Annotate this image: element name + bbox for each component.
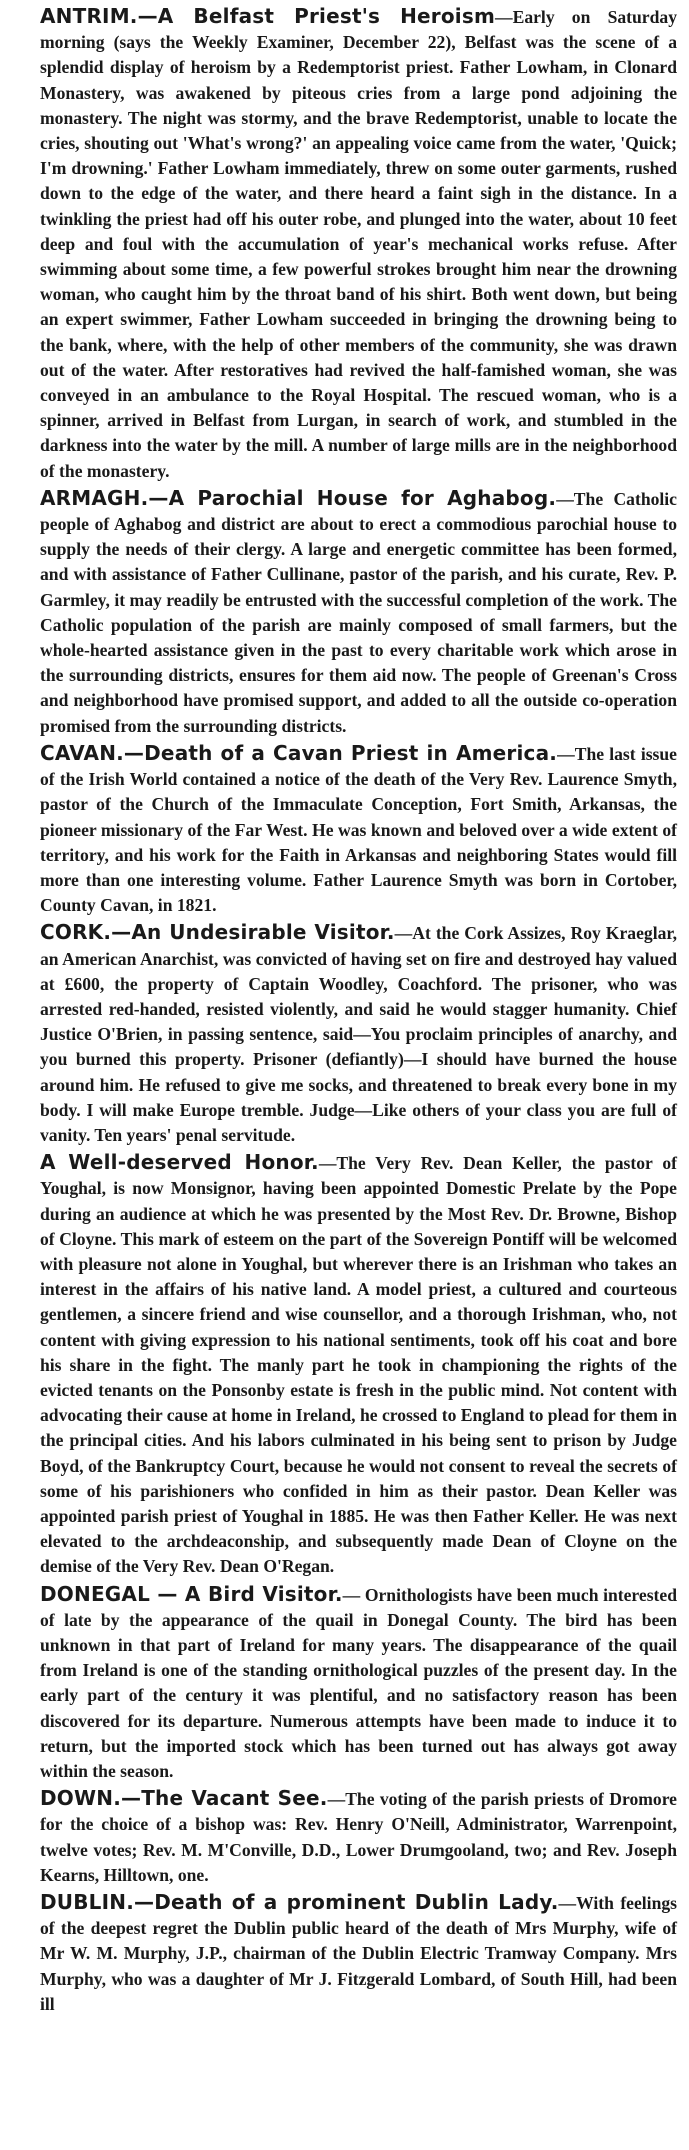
article-down [40, 1786, 677, 1888]
article-dublin [40, 1890, 677, 2017]
article-heading: CAVAN.—Death of a Cavan Priest in America. [40, 740, 558, 765]
article-armagh [40, 486, 677, 739]
article-body: —With feelings of the deepest regret the Dublin public heard of the death of Mrs Murphy, wife of Mr W. M. Murphy, J.P., chairman of the Dublin Electric Tramway Company. Mrs Murphy, who was a daughter of Mr J. Fitzgerald Lombard, of South Hill, had been ill [40, 1893, 677, 2014]
article-heading: A Well-deserved Honor. [40, 1150, 319, 1175]
article-heading: ARMAGH.—A Parochial House for Aghabog. [40, 485, 557, 510]
article-body: —The voting of the parish priests of Dromore for the choice of a bishop was: Rev. Henry O'Neill, Administrator, Warrenpoint, twelve votes; Rev. M. M'Conville, D.D., Lower Drumgooland, two; and Rev. Joseph Kearns, Hilltown, one. [40, 1789, 677, 1885]
article-body: —The Very Rev. Dean Keller, the pastor of Youghal, is now Monsignor, having been appointed Domestic Prelate by the Pope during an audience at which he was presented by the Most Rev. Dr. Browne, Bishop of Cloyne. This mark of esteem on the part of the Sovereign Pontiff will be welcomed with pleasure not alone in Youghal, but wherever there is an Irishman who takes an interest in the affairs of his native land. A model priest, a cultured and courteous gentlemen, a sincere friend and wise counsellor, and a thorough Irishman, who, not content with giving expression to his national sentiments, took off his coat and bore his share in the fight. The manly part he took in championing the rights of the evicted tenants on the Ponsonby estate is fresh in the public mind. Not content with advocating their cause at home in Ireland, he crossed to England to plead for them in the principal cities. And his labors culminated in his being sent to prison by Judge Boyd, of the Bankruptcy Court, because he would not consent to reveal the secrets of some of his parishioners who confided in him as their pastor. Dean Keller was appointed parish priest of Youghal in 1885. He was then Father Keller. He was next elevated to the archdeaconship, and subsequently made Dean of Cloyne on the demise of the Very Rev. Dean O'Regan. [40, 1153, 677, 1577]
article-heading: DOWN.—The Vacant See. [40, 1786, 328, 1811]
article-donegal [40, 1582, 677, 1785]
article-well-deserved-honor [40, 1150, 677, 1579]
article-heading: ANTRIM.—A Belfast Priest's Heroism [40, 4, 495, 28]
article-heading: DONEGAL — A Bird Visitor. [40, 1581, 343, 1606]
article-body: —The last issue of the Irish World contained a notice of the death of the Very Rev. Laurence Smyth, pastor of the Church of the Immaculate Conception, Fort Smith, Arkansas, the pioneer missionary of the Far West. He was known and beloved over a wide extent of territory, and his work for the Faith in Arkansas and neighboring States would fill more than one interesting volume. Father Laurence Smyth was born in Cortober, County Cavan, in 1821. [40, 743, 677, 916]
article-cork [40, 920, 677, 1148]
article-antrim [40, 4, 677, 484]
article-heading: DUBLIN.—Death of a prominent Dublin Lady. [40, 1890, 559, 1915]
article-body: —The Catholic people of Aghabog and district are about to erect a commodious parochial house to supply the needs of their clergy. A large and energetic committee has been formed, and with assistance of Father Cullinane, pastor of the parish, and his curate, Rev. P. Garmley, it may readily be entrusted with the successful completion of the work. The Catholic population of the parish are mainly composed of small farmers, but the whole-hearted assistance given in the past to every charitable work which arose in the surrounding districts, ensures for them aid now. The people of Greenan's Cross and neighborhood have promised support, and added to all the outside co-operation promised from the surrounding districts. [40, 488, 677, 736]
article-body: — Ornithologists have been much interested of late by the appearance of the quail in Donegal County. The bird has been unknown in that part of Ireland for many years. The disappearance of the quail from Ireland is one of the standing ornithological puzzles of the present day. In the early part of the century it was plentiful, and no satisfactory reason has been discovered for its departure. Numerous attempts have been made to induce it to return, but the imported stock which has been turned out has always got away within the season. [40, 1584, 678, 1782]
article-heading: CORK.—An Undesirable Visitor. [40, 920, 395, 945]
article-body: —Early on Saturday morning (says the Weekly Examiner, December 22), Belfast was the scene of a splendid display of heroism by a Redemptorist priest. Father Lowham, in Clonard Monastery, was awakened by piteous cries from a large pond adjoining the monastery. The night was stormy, and the brave Redemptorist, unable to locate the cries, shouting out 'What's wrong?' an appealing voice came from the water, 'Quick; I'm drowning.' Father Lowham immediately, threw on some outer garments, rushed down to the edge of the water, and there heard a faint sigh in the distance. In a twinkling the priest had off his outer robe, and plunged into the water, about 10 feet deep and foul with the accumulation of year's mechanical works refuse. After swimming about some time, a few powerful strokes brought him near the drowning woman, who caught him by the throat band of his shirt. Both went down, but being an expert swimmer, Father Lowham succeeded in bringing the drowning being to the bank, where, with the help of other members of the community, she was drawn out of the water. After restoratives had revived the half-famished woman, she was conveyed in an ambulance to the Royal Hospital. The rescued woman, who is a spinner, arrived in Belfast from Lurgan, in search of work, and stumbled in the darkness into the water by the mill. A number of large mills are in the neighborhood of the monastery. [40, 7, 677, 481]
article-body: —At the Cork Assizes, Roy Kraeglar, an American Anarchist, was convicted of having set on fire and destroyed hay valued at £600, the property of Captain Woodley, Coachford. The prisoner, who was arrested red-handed, resisted violently, and said he would stagger humanity. Chief Justice O'Brien, in passing sentence, said—You proclaim principles of anarchy, and you burned this property. Prisoner (defiantly)—I should have burned the house around him. He refused to give me socks, and threatened to break every bone in my body. I will make Europe tremble. Judge—Like others of your class you are full of vanity. Ten years' penal servitude. [40, 923, 677, 1145]
article-cavan [40, 741, 677, 918]
